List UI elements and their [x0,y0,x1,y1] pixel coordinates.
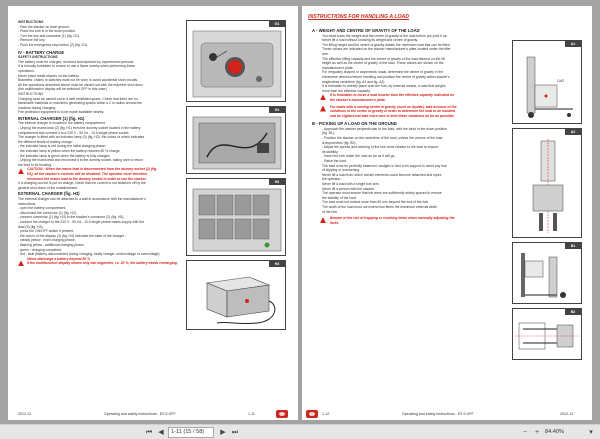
battery-heading: IV - BATTERY CHARGE [18,49,65,55]
figure-h1-drawing [187,107,287,175]
ground-text [18,181,178,190]
figure-h3-label: H3 [269,261,285,267]
text-line: The external charger can be attached to a wall in accordance with the manufacturer's [18,196,146,201]
text-line: the stacker's manufacturer's plate. [330,97,386,102]
instructions-heading: INSTRUCTIONS [18,20,44,24]
text-line: - the indicator lamp is green when the battery is fully charged. [18,153,111,158]
text-line: The operator must ensure that the arms are sufficiently widely spaced to ensure [322,191,442,196]
figure-g1-label: G1 [269,21,285,27]
text-line: The battery must be charged, serviced and replaced by experienced persons. [18,59,135,64]
text-line: Never place metal objects on the battery. [18,73,80,78]
warning-a1 [312,93,506,102]
right-page [302,6,592,420]
text-line: Never lift a person with the stacker. [322,186,375,191]
figure-g1-drawing [187,21,287,103]
text-line: longitudinal centreline (fig. A1 and fig. A2). [322,79,386,84]
text-line: For loads with a moving centre of gravity (such as liquids), take account of the [330,104,457,109]
text-line: height as well as the centre of gravity of the load. These values are shown on the [322,61,444,66]
viewer-toolbar [0,424,600,439]
text-line: - disconnect the connector (1) (fig. H2), [18,210,77,215]
text-line: - Unplug the mains lead and reconnect it to the dummy socket, taking care to return [18,158,144,163]
text-line: You must know the weight and the centre of gravity of the load before you pick it up. [322,33,448,38]
page-number-field[interactable]: 1-11 (15 / 58) [168,427,214,438]
text-line: It is formally forbidden to smoke or use a flame nearby when performing these [18,64,136,69]
text-line: These values are indicated on the stacker manufacturer's plate located under the tiller [322,47,451,52]
text-line: It is forbidden to move a load heavier than the effective capacity indicated on [330,93,455,98]
text-line: the operator. [322,177,342,182]
figure-h2-label: H2 [269,179,285,185]
text-line: Beware of the risk of trapping or crushing limbs when manually adjusting the [330,216,455,221]
figure-h1 [186,106,286,174]
section-a-heading: A - WEIGHT AND CENTRE OF GRAVITY OF THE LOAD [312,28,420,33]
text-line: arm. [322,51,329,56]
figure-a1-label: A1 [565,41,581,47]
cog-label: CdG [557,79,564,83]
figure-a2-label: A2 [565,129,581,135]
text-line: - Push the emergency stop button (2) (fig. G1). [18,42,89,47]
external-charger-text [18,197,178,257]
text-line: - Approach the stacker perpendicular to the load, with the forks in the down position [322,126,447,131]
figure-g1 [186,20,286,102]
never-discharge-text: Never discharge a battery beyond 80 % [27,256,91,261]
text-line: Never lift a load from which certain elements could become detached and injure [322,172,442,177]
figure-h3 [186,260,286,330]
figure-h2-drawing [187,179,287,257]
text-line: - Remove the key. [18,38,46,43]
figure-a2 [512,128,582,238]
text-line: Never lift a load without knowing its weight and centre of gravity. [322,38,419,43]
internal-charger-heading: INTERNAL CHARGER (1) (fig. H1) [18,115,85,121]
text-line: transverse direction before handling and position the centre of gravity within stacker's [322,74,450,79]
text-line: the lead to its housing. [18,162,52,167]
text-line: - the colour of the display (3) (fig. H3) indicates the state of the charger : [18,233,126,238]
text-line: operations. [18,68,35,73]
text-line: (fig. B1), [322,131,335,136]
text-line: CAUTION : When the mains lead is disconnected from the dummy socket (2) (fig. [27,167,158,172]
text-line: machine during charging. [18,105,57,110]
text-line: - open the battery compartment, [18,206,67,211]
warning-icon [320,217,326,223]
text-line: The load must not extend more than 50 mm beyond the end of the fork. [322,200,430,205]
text-line: If a charging current is put on charge, check that the current is not switched off by the [18,181,146,186]
brand-logo [306,410,318,418]
figure-a2-drawing [513,129,583,239]
right-page-title: INSTRUCTIONS FOR HANDLING A LOAD [308,14,410,20]
text-line: The internal charger is located in the battery compartment. [18,121,106,126]
text-line: - the indicator lamp is yellow when the battery reaches 80 % charge, [18,149,121,154]
internal-charger-text [18,121,178,167]
text-line: forks. [330,220,340,225]
figure-b1 [512,242,582,304]
warning-icon [18,261,24,266]
figure-b2 [512,308,582,360]
section-b-text [312,127,506,214]
text-line: is asymmetric (fig. B2), [322,140,357,145]
text-line: - connect connector (1) (fig. H3) to the stacker's connector (2) (fig. H2), [18,215,125,220]
text-line: its stability, [322,149,339,154]
zoom-level[interactable]: 84.40% [545,429,564,435]
instructions-list [18,25,178,48]
figure-h1-label: H1 [269,107,285,113]
figure-h2 [186,178,286,256]
text-line: The load must be perfectly balanced, wedged or tied to its support to avoid any risk [322,163,447,168]
warning-icon [320,94,326,100]
figure-b1-drawing [513,243,583,305]
text-line: of the fork. [322,209,339,214]
text-line: For irregularly shaped or asymmetric loads, determine the centre of gravity in the [322,70,444,75]
section-b-heading: B - PICKING UP A LOAD ON THE GROUND [312,121,397,127]
text-line: - steady yellow : main charging phase, [18,238,76,243]
text-line: the different levels of battery charge: [18,139,73,144]
text-line: - Raise the load. [322,159,347,164]
left-footer-title: Operating and safety instructions - ES 5 GFF [104,412,176,416]
figure-a1-drawing [513,41,583,125]
multifunction-warning [18,261,178,266]
right-footer-date: 2012-12 [560,412,574,416]
zoom-dropdown-icon[interactable]: ▾ [589,429,593,436]
figure-a1 [512,40,582,124]
text-line: reconnect the mains lead to the dummy socket in order to use the stacker. [27,176,147,181]
multifunction-warning-text: If the multifunction display shows only two segments, i.e. 20 %, the battery needs recharging. [27,261,178,266]
warning-a2 [312,105,506,119]
text-line: - Unplug the mains lead (2) (fig. H1) from the dummy socket located in the battery [18,126,141,131]
right-text-column [312,28,506,225]
text-line: - red : fault (Battery disconnected during charging, faulty charger, undervoltage or overvoltage). [18,252,161,257]
text-line: The lifting height and the centre of gravity dictate the maximum load that can be lifted. [322,42,451,47]
zoom-out-icon[interactable]: − [522,429,528,436]
figure-b2-label: B2 [565,309,581,315]
battery-subheading: SAFETY INSTRUCTIONS [18,55,58,60]
warning-icon [18,168,24,174]
text-line: - Turn the key anti-clockwise (1) (fig. G1). [18,33,80,38]
text-line: flammable materials or machines generating sparks within a 2 m radius around the [18,101,143,106]
text-line: Never lift a load with a single fork arm. [322,182,380,186]
text-line: - Park the stacker on level ground. [18,24,70,29]
brand-logo [276,410,288,418]
text-line: Charging must be carried out in a well-ventilated space. Check that there are no [18,96,138,101]
text-line: more than the effective capacity. [322,88,371,93]
text-line: - the indicator lamp is red during the initial charging phase; [18,144,106,149]
figure-h3-drawing [187,261,287,331]
text-line: - Insert the fork under the load as far as it will go, [322,154,396,159]
figure-b1-label: B1 [565,243,581,249]
warning-b [312,216,506,225]
text-line: instructions. [18,201,37,206]
text-line: of slipping or overturning. [322,168,361,173]
text-line: H1), all the stacker's controls will be disabled. The operator must therefore [27,172,148,176]
text-line: - connect the charger to the 220 V - 50 Hz - 10 A single phase mains supply with the [18,219,145,224]
text-line: Fire protection equipment is to be made available nearby. [18,110,105,115]
battery-text [18,60,178,115]
caution-block [18,167,178,181]
text-line: and be vigilant and take extra care to limit these variations as far as possible. [330,113,455,118]
text-line: The width of the load must not extend two times the maximum external width [322,204,437,209]
text-line: compartment and connect it to a 230 V - 50 Hz - 10 A single phase socket. [18,130,130,135]
left-footer-date: 2012-12 [18,412,32,416]
text-line: lead (3) (fig. H3), [18,224,44,229]
text-line: - Adjust the spread and centring of the fork arms relative to the load to ensure [322,145,439,150]
text-line: (the multifunction display will be switched OFF in this case). [18,87,108,92]
warning-icon [320,106,326,112]
text-line: the stability of the load. [322,195,357,200]
text-line: All the operations described above must be carried out with the machine shut down [18,82,143,87]
left-page-number: 1-11 [248,412,255,416]
text-line: - green : charging completed, [18,247,63,252]
left-page [8,6,298,420]
next-page-icon[interactable]: ▶ [220,429,226,436]
text-line: The charger is fitted with an indicator lamp (3) (fig. H2), the colour of which indicates [18,135,145,140]
text-line: - flashing yellow : additional charging phase, [18,242,85,247]
right-footer-title: Operating and safety instructions - ES 5 GFF [402,412,474,416]
external-charger-heading: EXTERNAL CHARGER (fig. H3) [18,191,80,197]
text-line: It is forbidden to directly place onto the fork, by external means, a load that weighs [322,84,446,89]
text-line: general shut-down of the establishment. [18,185,79,190]
zoom-in-icon[interactable]: + [534,429,540,436]
section-a-text [312,34,506,94]
text-line: - Position the stacker on the centreline of the load, unless the volume of the load [322,136,443,141]
right-page-number: 1-12 [322,412,330,416]
left-text-column [18,20,178,266]
last-page-icon[interactable]: ⏭ [231,429,239,436]
text-line: manufacturer's plate. [322,65,354,70]
figure-b2-drawing [513,309,583,361]
text-line: - press the ON/OFF switch if present, [18,229,74,234]
first-page-icon[interactable]: ⏮ [145,429,153,436]
text-line: The effective lifting capacity and the centre of gravity of the load depend on the lift [322,56,445,61]
previous-page-icon[interactable]: ◀ [158,429,164,436]
text-line: - Place the fork is in the down position. [18,29,77,34]
text-line: Bracelets, chains or watches must not be worn to avoid accidental short circuits. [18,78,139,83]
text-line: variations in the centre of gravity in order to determine the load to be handled [330,109,456,114]
text-line: INSTRUCTIONS [18,91,44,96]
